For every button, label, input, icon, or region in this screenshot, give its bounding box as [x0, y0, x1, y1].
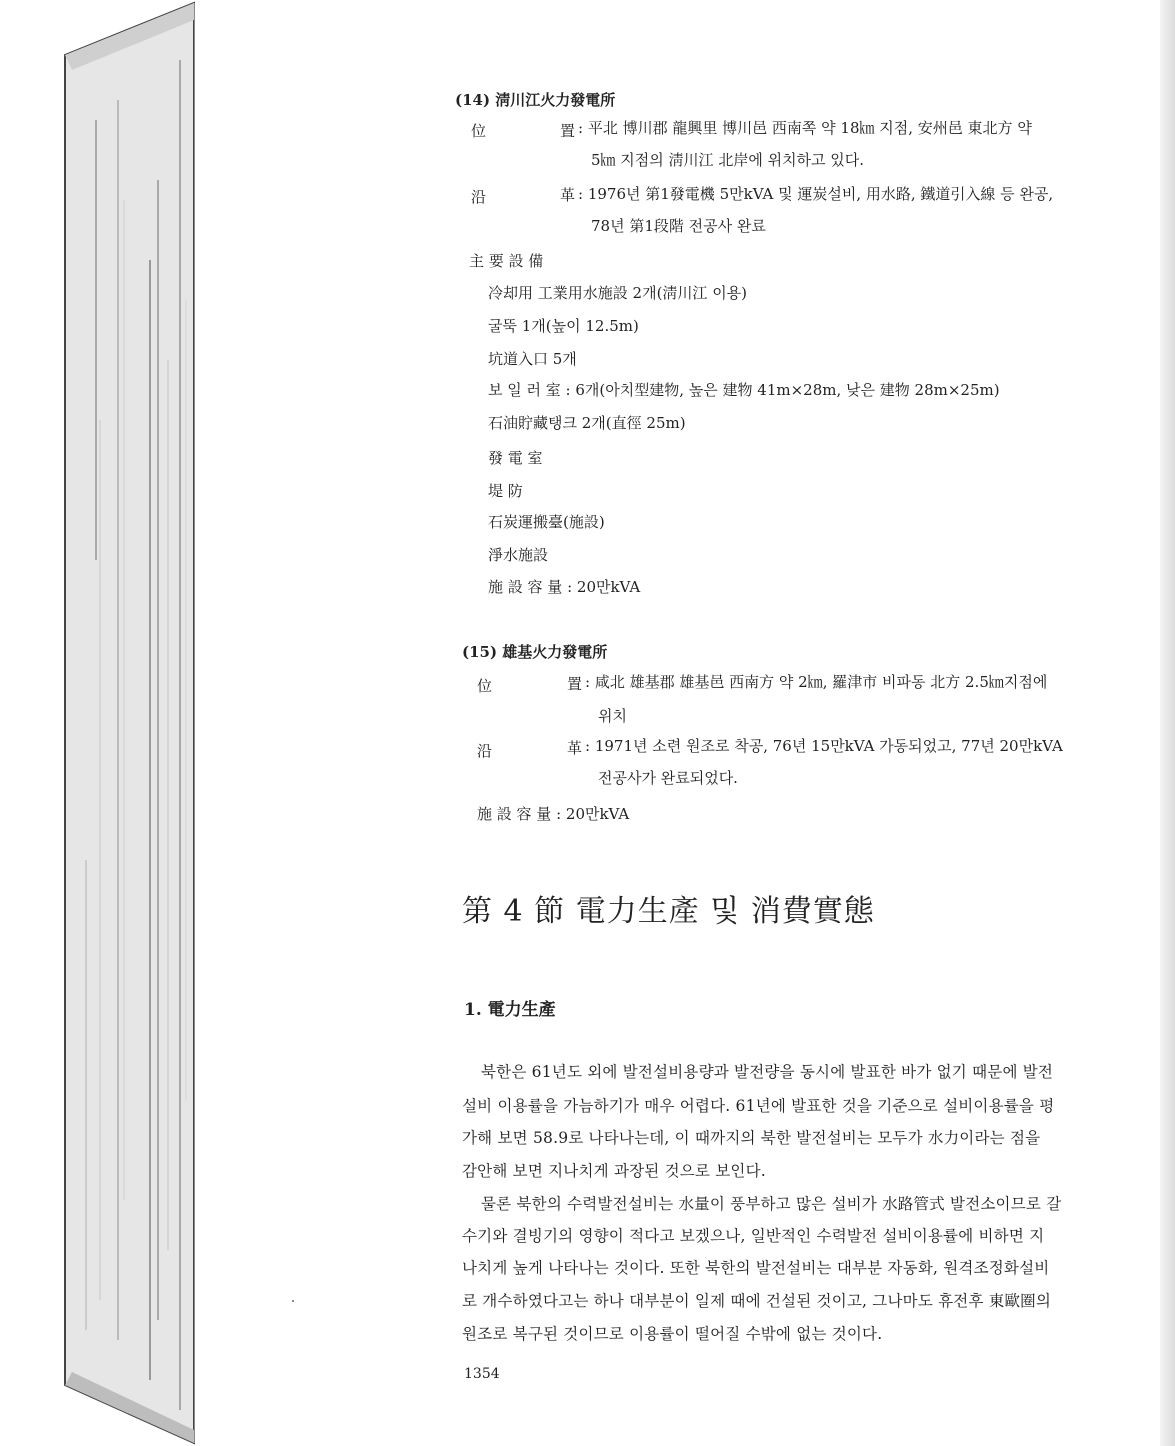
- paragraph-line: 수기와 결빙기의 영향이 적다고 보겠으나, 일반적인 수력발전 설비이용률에 비하면 지: [462, 1227, 1045, 1245]
- paragraph-line: 설비 이용률을 가늠하기가 매우 어렵다. 61년에 발표한 것을 기준으로 설비이용률을 평: [462, 1097, 1055, 1115]
- s15-location-label-2: 置: [567, 675, 583, 693]
- paragraph-line: 북한은 61년도 외에 발전설비용량과 발전량을 동시에 발표한 바가 없기 때문에 발전: [481, 1063, 1054, 1081]
- section-15-title: (15) 雄基火力發電所: [462, 643, 608, 661]
- s14-location-line-1: : 平北 博川郡 龍興里 博川邑 西南쪽 약 18㎞ 지점, 安州邑 東北方 약: [578, 119, 1032, 137]
- s15-history-label-2: 革: [567, 739, 583, 757]
- s14-location-line-2: 5㎞ 지점의 淸川江 北岸에 위치하고 있다.: [591, 151, 865, 169]
- paragraph-line: 가해 보면 58.9로 나타나는데, 이 때까지의 북한 발전설비는 모두가 水力이라는 점을: [462, 1129, 1041, 1147]
- paragraph-line: 로 개수하였다고는 하나 대부분이 일제 때에 건설된 것이고, 그나마도 휴전후 東歐圈의: [462, 1292, 1052, 1310]
- s14-history-label-1: 沿: [471, 188, 487, 206]
- s14-history-line-2: 78년 第1段階 전공사 완료: [591, 217, 766, 235]
- section-14-title: (14) 淸川江火力發電所: [455, 91, 616, 109]
- s14-equipment-item: 보 일 러 室 : 6개(아치型建物, 높은 建物 41m×28m, 낮은 建物 28m×25m): [488, 381, 1000, 399]
- s14-equipment-item: 施 設 容 量 : 20만kVA: [488, 578, 641, 596]
- s14-equipment-heading: 主 要 設 備: [469, 252, 544, 270]
- page-number: 1354: [464, 1366, 500, 1382]
- s14-equipment-item: 淨水施設: [488, 546, 549, 564]
- s14-equipment-item: 坑道入口 5개: [488, 350, 577, 368]
- paragraph-line: 감안해 보면 지나치게 과장된 것으로 보인다.: [462, 1162, 766, 1180]
- s14-equipment-item: 堤 防: [488, 482, 523, 500]
- s15-capacity: 施 設 容 量 : 20만kVA: [477, 805, 630, 823]
- s14-history-label-2: 革: [560, 186, 576, 204]
- sub-title: 1. 電力生產: [464, 1000, 556, 1020]
- s15-history-line-1: : 1971년 소련 원조로 착공, 76년 15만kVA 가동되었고, 77년 20만kVA: [585, 737, 1063, 755]
- paragraph-line: 나치게 높게 나타나는 것이다. 또한 북한의 발전설비는 대부분 자동화, 원격조정화설비: [462, 1259, 1050, 1277]
- s14-location-label-1: 位: [471, 122, 487, 140]
- s15-history-label-1: 沿: [477, 742, 493, 760]
- s15-location-line-1: : 咸北 雄基郡 雄基邑 西南方 약 2㎞, 羅津市 비파동 北方 2.5㎞지점에: [585, 673, 1048, 691]
- s14-equipment-item: 굴뚝 1개(높이 12.5m): [488, 317, 639, 335]
- s14-equipment-item: 冷却用 工業用水施設 2개(淸川江 이용): [488, 284, 748, 302]
- s15-location-label-1: 位: [477, 677, 493, 695]
- paragraph-line: 물론 북한의 수력발전설비는 水量이 풍부하고 많은 설비가 水路管式 발전소이므로 갈: [481, 1195, 1062, 1213]
- s14-equipment-item: 發 電 室: [488, 449, 543, 467]
- book-spine: [0, 0, 200, 1446]
- s14-history-line-1: : 1976년 第1發電機 5만kVA 및 運炭설비, 用水路, 鐵道引入線 등 완공,: [578, 185, 1054, 203]
- paragraph-line: 원조로 복구된 것이므로 이용률이 떨어질 수밖에 없는 것이다.: [462, 1325, 883, 1343]
- scan-speck: [292, 1300, 294, 1302]
- s15-history-line-2: 전공사가 완료되었다.: [598, 769, 738, 787]
- s15-location-line-2: 위치: [598, 707, 627, 725]
- s14-equipment-item: 石油貯藏탱크 2개(直徑 25m): [488, 414, 686, 432]
- page-edge-shadow: [1160, 0, 1175, 1446]
- section-title: 第 4 節 電力生產 및 消費實態: [462, 894, 875, 929]
- s14-location-label-2: 置: [560, 122, 576, 140]
- s14-equipment-item: 石炭運搬臺(施設): [488, 513, 605, 531]
